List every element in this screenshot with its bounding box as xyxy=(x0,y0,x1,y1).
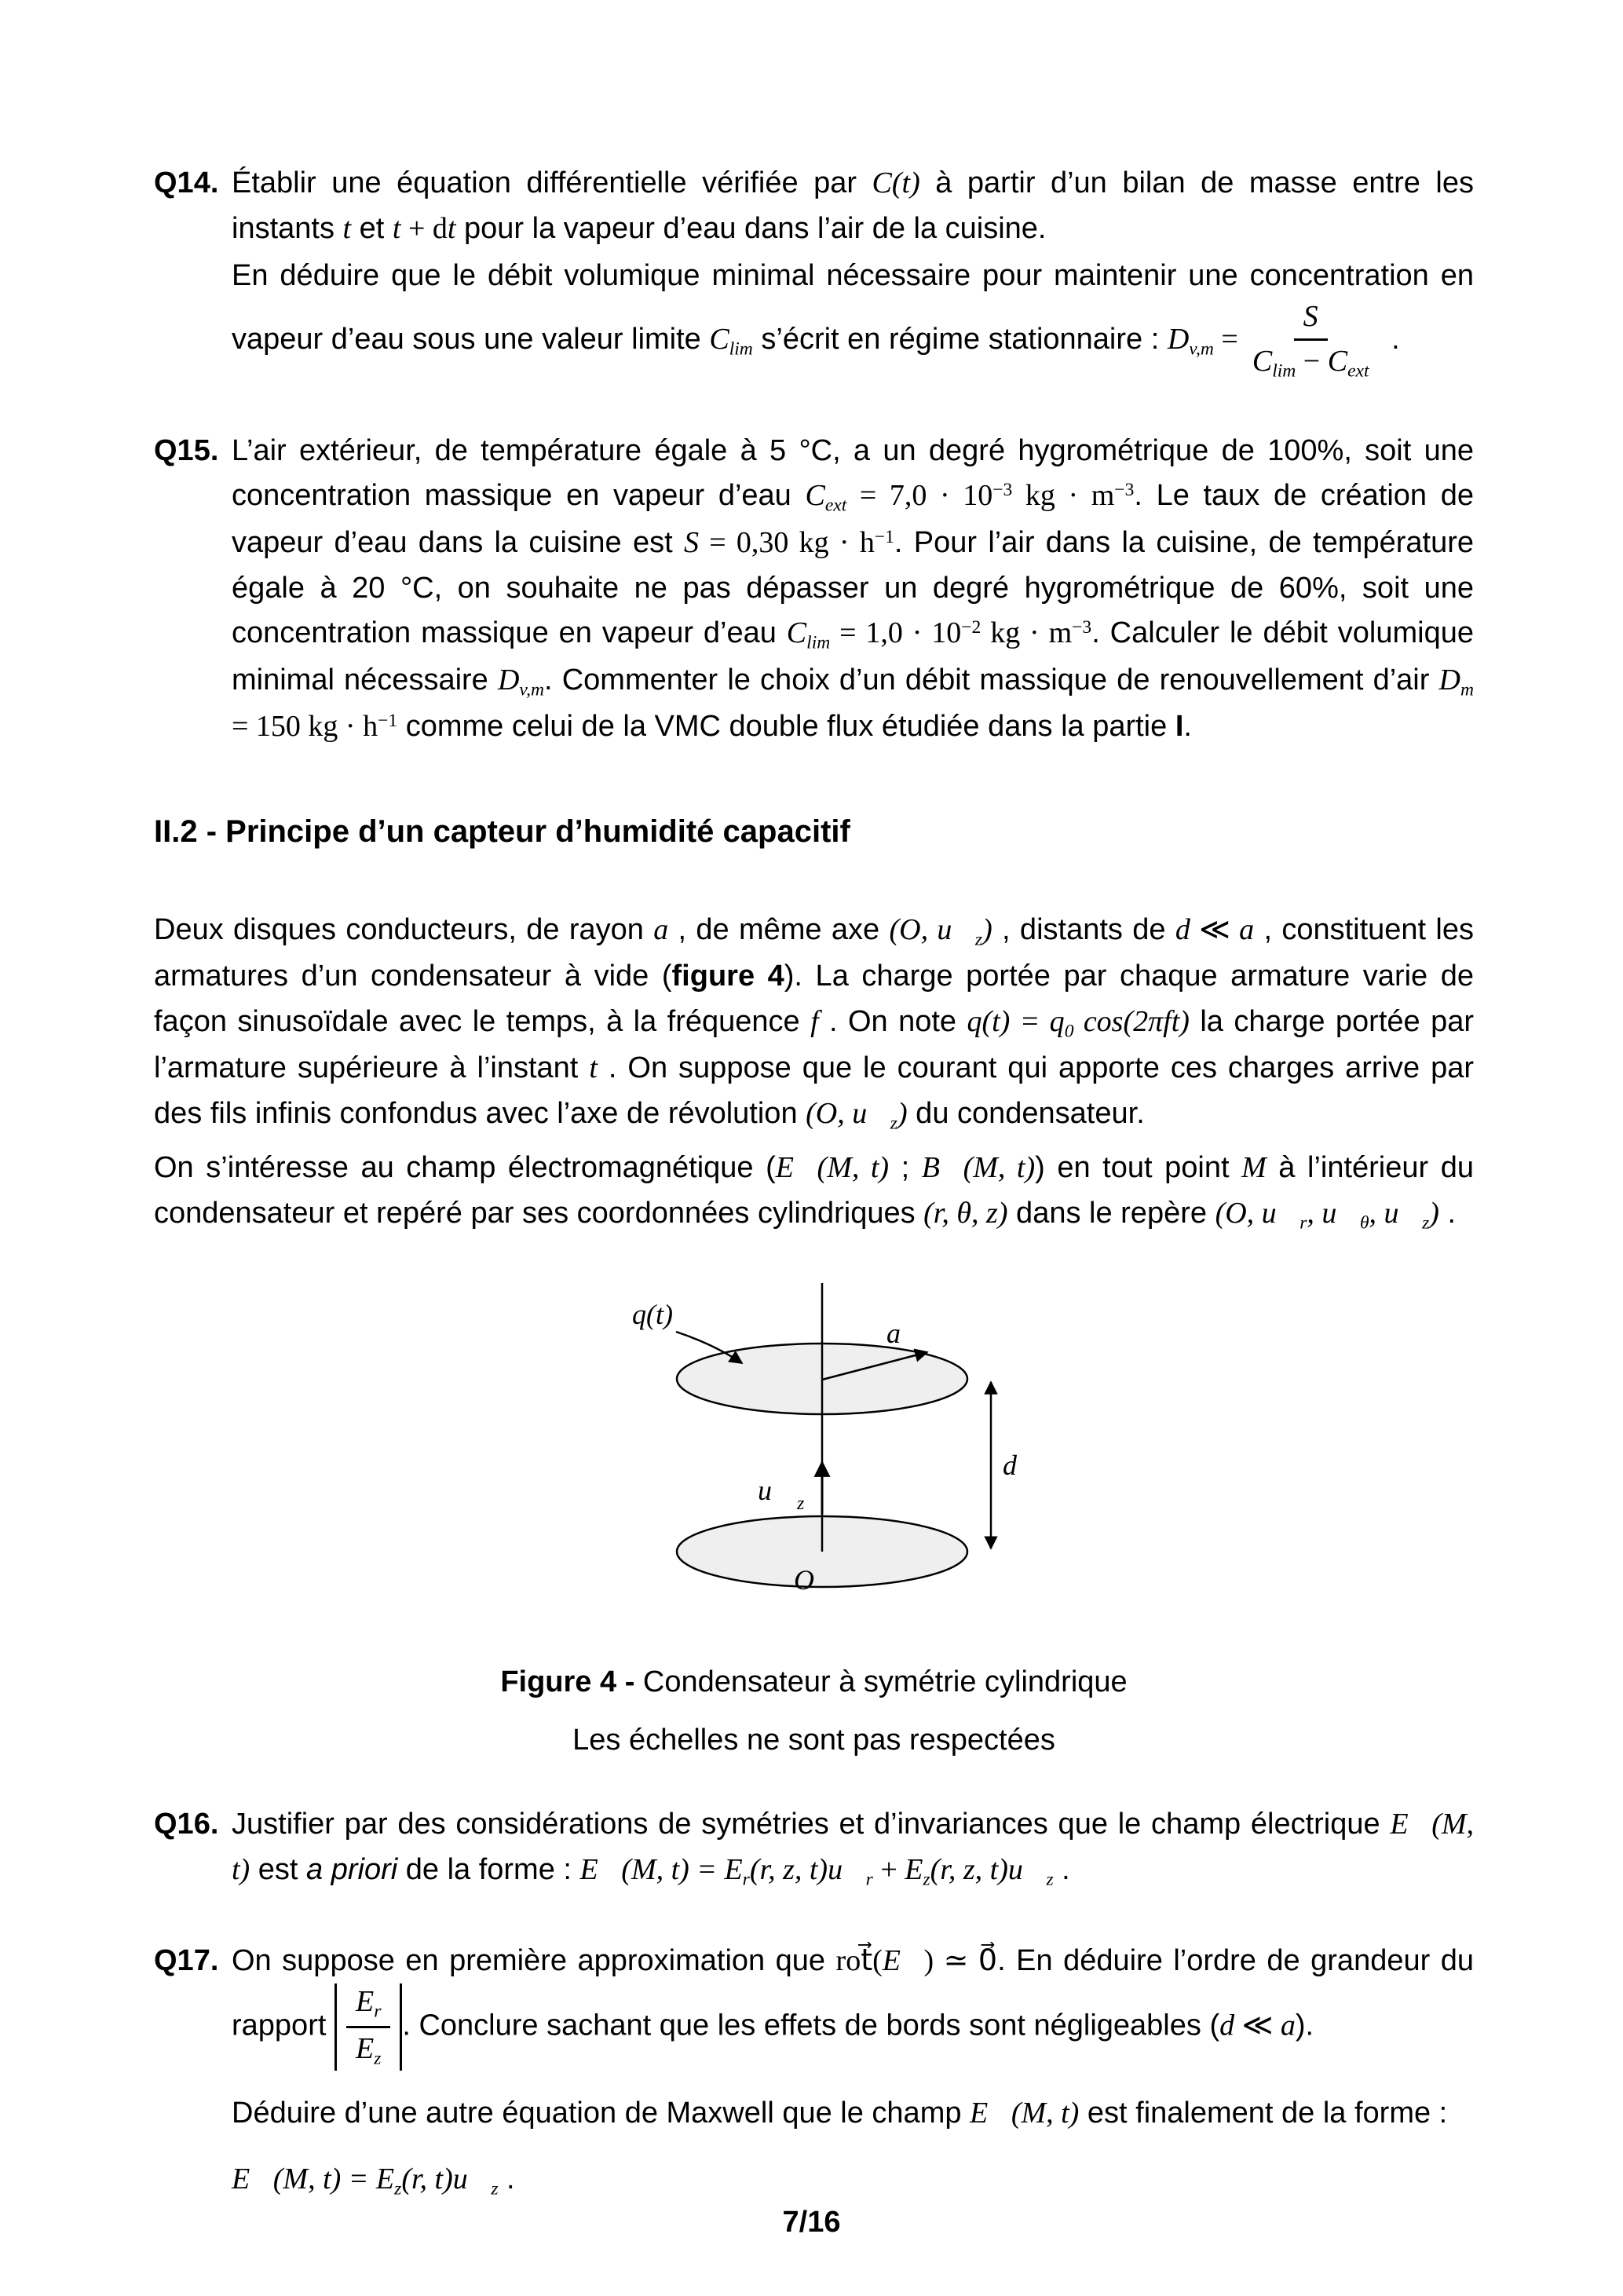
absolute-value-bars xyxy=(334,1983,402,2071)
figure-4 xyxy=(154,1277,1474,1763)
question-q17-label: Q17. xyxy=(154,1943,219,1977)
question-q16-label: Q16. xyxy=(154,1808,219,1841)
debit-volumique-formula xyxy=(1168,298,1384,382)
q14-paragraph-1: Établir une équation différentielle vérifiée par C(t) à partir d’un bilan de masse entre les instants t et t + dt pour la vapeur d’eau dans l’air de la cuisine. xyxy=(232,166,1474,245)
capacitor-diagram xyxy=(594,1277,1034,1622)
question-q14-label: Q14. xyxy=(154,166,219,199)
question-q14 xyxy=(154,161,1474,383)
origin-label: O xyxy=(793,1564,814,1596)
figure-caption-number: Figure 4 - xyxy=(500,1665,643,1698)
figure-caption-line1 xyxy=(154,1660,1474,1706)
q17-final-formula: E⃗(M, t) = Ez(r, t)u⃗z . xyxy=(232,2163,515,2199)
radius-label: a xyxy=(886,1318,901,1350)
q16-paragraph-1: Justifier par des considérations de symétries et d’invariances que le champ électrique E⃗(M, t) est a priori de la forme : E⃗(M, t) = Er(r, z, t)u⃗r + Ez(r, z, t)u⃗z . xyxy=(232,1808,1474,1890)
question-q17 xyxy=(154,1939,1474,2204)
question-q16 xyxy=(154,1802,1474,1894)
q17-p1-end: . Conclure sachant que les effets de bords sont négligeables (d ≪ a). xyxy=(402,2009,1314,2042)
q14-p2-end: . xyxy=(1383,323,1400,356)
q14-p2-text: En déduire que le débit volumique minimal nécessaire pour maintenir une concentration en vapeur d’eau sous une valeur limite Clim s’écrit en régime stationnaire : xyxy=(232,258,1474,360)
intro-paragraph-1: Deux disques conducteurs, de rayon a , de même axe (O, u⃗z) , distants de d ≪ a , constituent les armatures d’un condensateur à vide (figure 4). La charge portée par chaque armature varie de façon sinusoïdale avec le temps, à la fréquence f . On note q(t) = q0 cos(2πft) la charge portée par l’armature supérieure à l’instant t . On suppose que le courant qui apporte ces charges arrive par des fils infinis confondus avec l’axe de révolution (O, u⃗z) du condensateur. xyxy=(154,912,1475,1134)
figure-caption-note: Les échelles ne sont pas respectées xyxy=(572,1723,1055,1757)
figure-caption-title: Condensateur à symétrie cylindrique xyxy=(642,1665,1128,1698)
q17-paragraph-1 xyxy=(232,1939,1474,2071)
fraction-denominator: Clim − Cext xyxy=(1252,344,1369,382)
page-number: 7/16 xyxy=(782,2206,841,2239)
q14-paragraph-2 xyxy=(232,254,1474,383)
q17-p1-text: On suppose en première approximation que rot⃗(E⃗) ≃ 0⃗. En déduire l’ordre de grandeur du rapport xyxy=(232,1943,1475,2042)
fraction xyxy=(1243,298,1379,382)
uz-label: u⃗ xyxy=(757,1475,794,1507)
question-q15 xyxy=(154,429,1474,750)
intro-paragraph-2: On s’intéresse au champ électromagnétique (E⃗(M, t) ; B⃗(M, t)) en tout point M à l’intérieur du condensateur et repéré par ses coordonnées cylindriques (r, θ, z) dans le repère (O, u⃗r, u⃗θ, u⃗z) . xyxy=(154,1151,1475,1234)
fraction xyxy=(346,1983,390,2071)
q17-paragraph-2: Déduire d’une autre équation de Maxwell que le champ E⃗(M, t) est finalement de la forme : xyxy=(232,2097,1448,2130)
uz-label-subscript: z xyxy=(796,1493,804,1515)
question-q15-label: Q15. xyxy=(154,433,219,467)
fraction-denominator: Ez xyxy=(355,2032,382,2069)
figure-caption xyxy=(154,1660,1474,1764)
charge-label: q(t) xyxy=(631,1299,673,1331)
section-heading: II.2 - Principe d’un capteur d’humidité capacitif xyxy=(154,813,850,849)
formula-lhs: Dv,m = xyxy=(1167,323,1238,360)
intro-text xyxy=(154,908,1474,1238)
q15-paragraph-1: L’air extérieur, de température égale à 5 °C, a un degré hygrométrique de 100%, soit une concentration massique en vapeur d’eau Cext = $7,0 \cdot 10^{-3}$ kg · $m^{-3}$. Le taux de création de vapeur d’eau dans la cuisine est S = 0,30 kg · $h^{-1}$. Pour l’air dans la cuisine, de température égale à 20 °C, on souhaite ne pas dépasser un degré hygrométrique de 60%, soit une concentration massique en vapeur d’eau $Clim = 1,0 \cdot 10^{-2}$ kg · $m^{-3}$. Calculer le débit volumique minimal nécessaire Dv,m. Commenter le choix d’un débit massique de renouvellement d’air Dm = 150 kg · $h^{-1}$ comme celui de la VMC double flux étudiée dans la partie I. xyxy=(232,433,1474,744)
fraction-numerator: S xyxy=(1294,298,1328,341)
distance-label: d xyxy=(1002,1450,1017,1482)
fraction-numerator: Er xyxy=(346,1983,390,2028)
ratio-formula xyxy=(334,1983,402,2071)
